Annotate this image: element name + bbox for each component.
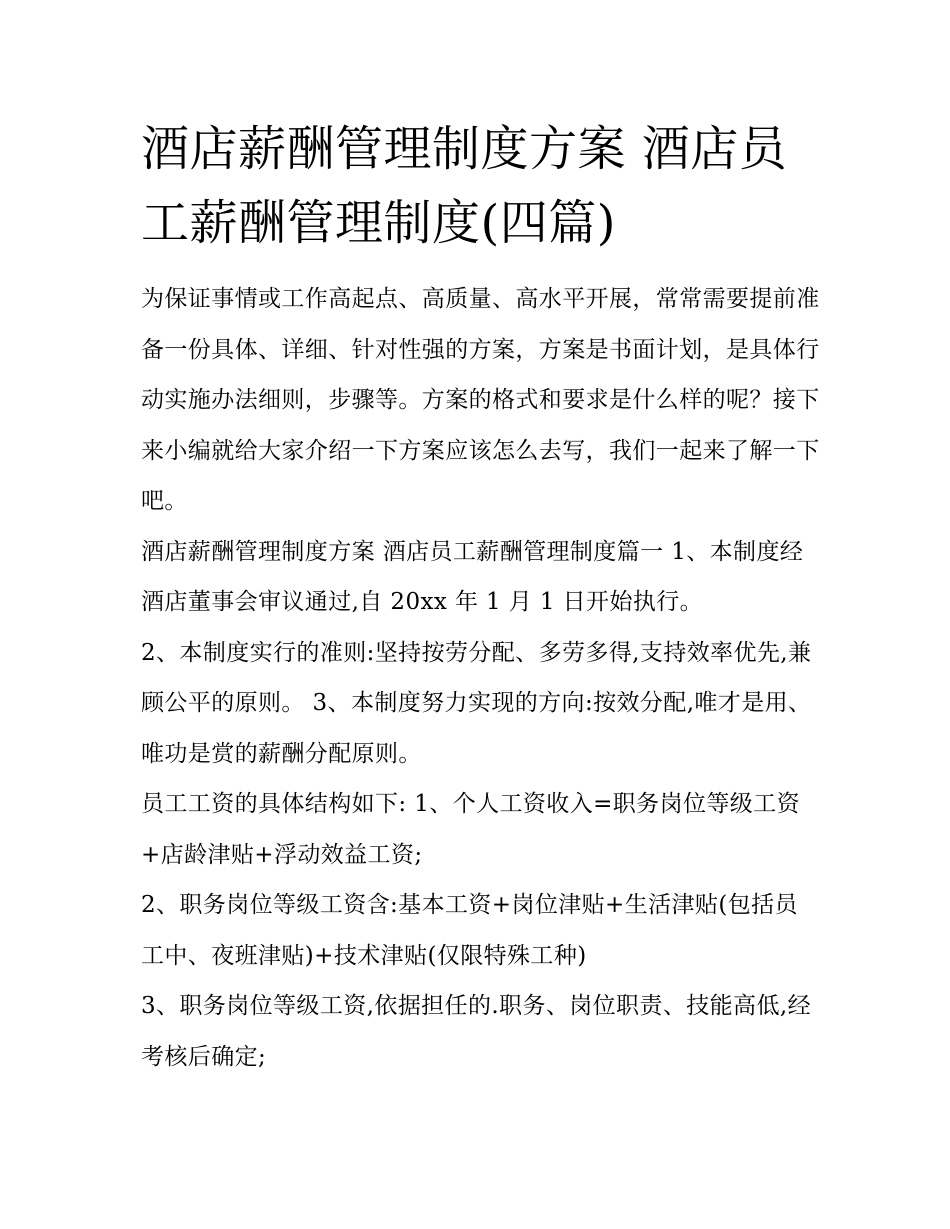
paragraph-salary-structure: 员工工资的具体结构如下: 1、个人工资收入=职务岗位等级工资+店龄津贴+浮动效益工资;: [141, 791, 800, 868]
paragraph-position-wage: 2、职务岗位等级工资含:基本工资+岗位津贴+生活津贴(包括员工中、夜班津贴)+技术津贴(仅限特殊工种): [141, 892, 798, 969]
title-line-2: 工薪酬管理制度(四篇): [141, 195, 616, 251]
document-title: [141, 112, 821, 260]
paragraph-intro: 为保证事情或工作高起点、高质量、高水平开展，常常需要提前准备一份具体、详细、针对性强的方案，方案是书面计划，是具体行动实施办法细则，步骤等。方案的格式和要求是什么样的呢？接下来小编就给大家介绍一下方案应该怎么去写，我们一起来了解一下吧。: [141, 286, 820, 514]
paragraph-section-1: 酒店薪酬管理制度方案 酒店员工薪酬管理制度篇一 1、本制度经酒店董事会审议通过,自 20xx 年 1 月 1 日开始执行。: [141, 538, 804, 615]
paragraph-position-grade: 3、职务岗位等级工资,依据担任的.职务、岗位职责、技能高低,经考核后确定;: [141, 993, 811, 1070]
document-body: [141, 112, 821, 1082]
title-line-1: 酒店薪酬管理制度方案 酒店员: [141, 121, 788, 177]
paragraph-section-2: 2、本制度实行的准则:坚持按劳分配、多劳多得,支持效率优先,兼顾公平的原则。 3、本制度努力实现的方向:按效分配,唯才是用、唯功是赏的薪酬分配原则。: [141, 639, 812, 767]
